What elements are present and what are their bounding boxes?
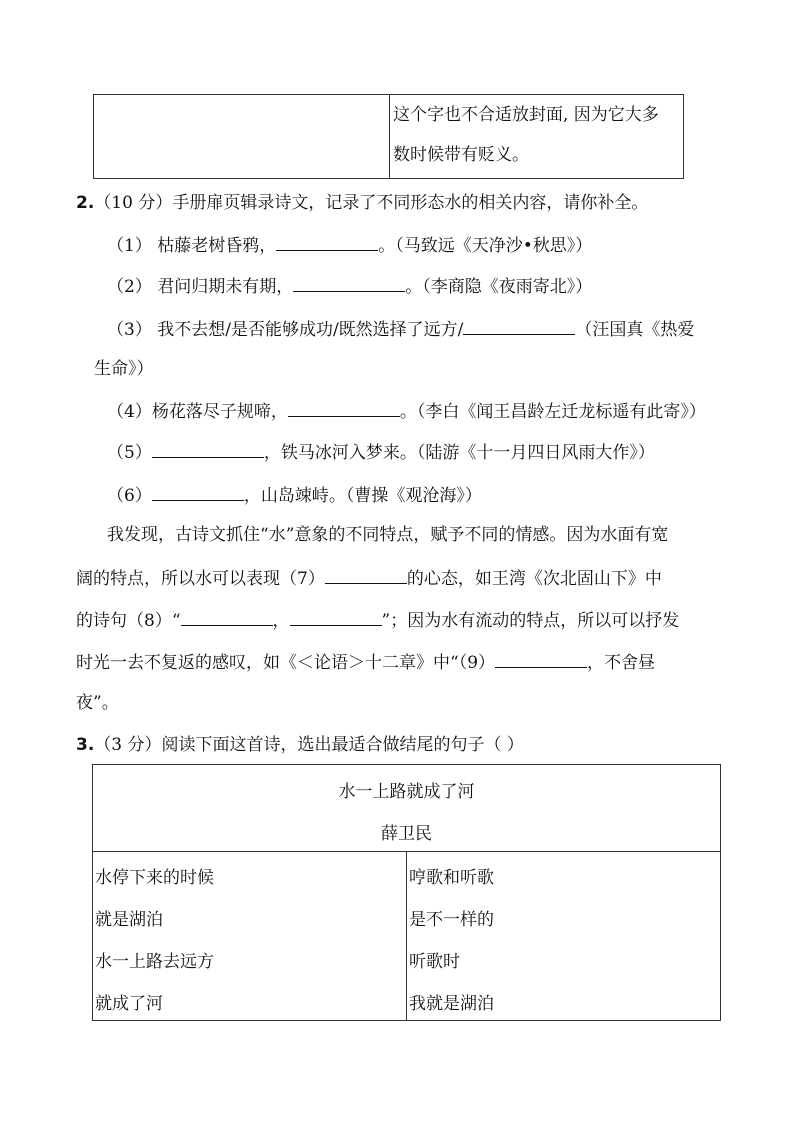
para-line-2-b: 的心态，如王湾《次北固山下》中: [406, 569, 662, 589]
para-line-3-b: ”；因为水有流动的特点，所以可以抒发: [381, 611, 680, 631]
question-2-stem: [76, 192, 648, 214]
blank-4[interactable]: [288, 399, 400, 417]
blank-3[interactable]: [463, 317, 575, 335]
q2-item-1-post: 。（马致远《天净沙•秋思》）: [378, 236, 593, 256]
table-divider: [389, 95, 390, 178]
poem-left-line: 水停下来的时候: [95, 868, 214, 888]
para-line-4: [76, 650, 655, 674]
blank-8b[interactable]: [290, 608, 382, 626]
poem-title: 水一上路就成了河: [338, 782, 475, 802]
poem-author: 薛卫民: [381, 824, 432, 844]
blank-2[interactable]: [293, 274, 405, 292]
question-2-number: 2.: [76, 193, 95, 213]
para-line-2: [76, 566, 662, 590]
table-cell-right: [393, 95, 683, 175]
poem-column-divider: [406, 851, 407, 1020]
para-line-3-comma: ，: [272, 611, 290, 631]
blank-5[interactable]: [152, 440, 264, 458]
poem-right-line: 是不一样的: [409, 910, 494, 930]
table-cell-line-1: 这个字也不合适放封面, 因为它大多: [393, 105, 659, 125]
poem-table: [92, 764, 721, 1021]
q2-item-5: [107, 440, 655, 464]
q2-item-3-post: （汪国真《热爱: [575, 320, 695, 340]
para-line-4-a: 时光一去不复返的感叹，如《＜论语＞十二章》中“（9）: [76, 653, 496, 673]
question-3-stem: [76, 734, 524, 756]
q2-item-3-cont: [94, 358, 154, 380]
blank-8a[interactable]: [181, 608, 273, 626]
para-line-3-a: 的诗句（8）“: [76, 611, 181, 631]
blank-1[interactable]: [276, 233, 378, 251]
q2-item-3: [107, 317, 694, 341]
poem-left-line: 水一上路去远方: [95, 952, 214, 972]
question-2-text: （10 分）手册扉页辑录诗文，记录了不同形态水的相关内容，请你补全。: [94, 193, 649, 213]
para-line-5: 夜”。: [76, 693, 119, 713]
q2-item-4-pre: （4）杨花落尽子规啼，: [107, 402, 288, 422]
q2-item-6-post: ，山岛竦峙。（曹操《观沧海》）: [243, 486, 482, 506]
poem-right-line: 我就是湖泊: [409, 994, 494, 1014]
blank-6[interactable]: [152, 483, 244, 501]
q2-item-3-cont-text: 生命》）: [94, 359, 154, 379]
q2-item-5-post: ，铁马冰河入梦来。（陆游《十一月四日风雨大作》）: [263, 443, 655, 463]
question-3-text: （3 分）阅读下面这首诗，选出最适合做结尾的句子（ ）: [94, 735, 524, 755]
q2-item-1-pre: （1） 枯藤老树昏鸦，: [107, 236, 277, 256]
blank-9[interactable]: [495, 650, 587, 668]
answer-table-fragment: [93, 94, 684, 179]
question-3-number: 3.: [76, 735, 95, 755]
q2-item-4: [107, 399, 706, 423]
q2-item-5-pre: （5）: [107, 443, 152, 463]
q2-item-6-pre: （6）: [107, 486, 152, 506]
poem-left-line: 就成了河: [95, 994, 163, 1014]
q2-item-6: [107, 483, 482, 507]
poem-right-line: 听歌时: [409, 952, 460, 972]
q2-item-2-pre: （2） 君问归期未有期，: [107, 277, 294, 297]
para-line-1: 我发现，古诗文抓住“水”意象的不同特点，赋予不同的情感。因为水面有宽: [107, 525, 669, 545]
q2-item-2-post: 。（李商隐《夜雨寄北》）: [405, 277, 593, 297]
poem-left-line: 就是湖泊: [95, 910, 163, 930]
q2-item-1: [107, 233, 592, 257]
poem-right-line: 哼歌和听歌: [409, 868, 494, 888]
para-line-3: [76, 608, 679, 632]
para-line-2-a: 阔的特点，所以水可以表现（7）: [76, 569, 325, 589]
q2-item-2: [107, 274, 592, 298]
table-cell-line-2: 数时候带有贬义。: [393, 145, 529, 165]
q2-item-3-pre: （3） 我不去想/是否能够成功/既然选择了远方/: [107, 320, 464, 340]
blank-7[interactable]: [325, 566, 407, 584]
q2-item-4-post: 。（李白《闻王昌龄左迁龙标遥有此寄》）: [399, 402, 706, 422]
para-line-4-b: ，不舍昼: [587, 653, 656, 673]
